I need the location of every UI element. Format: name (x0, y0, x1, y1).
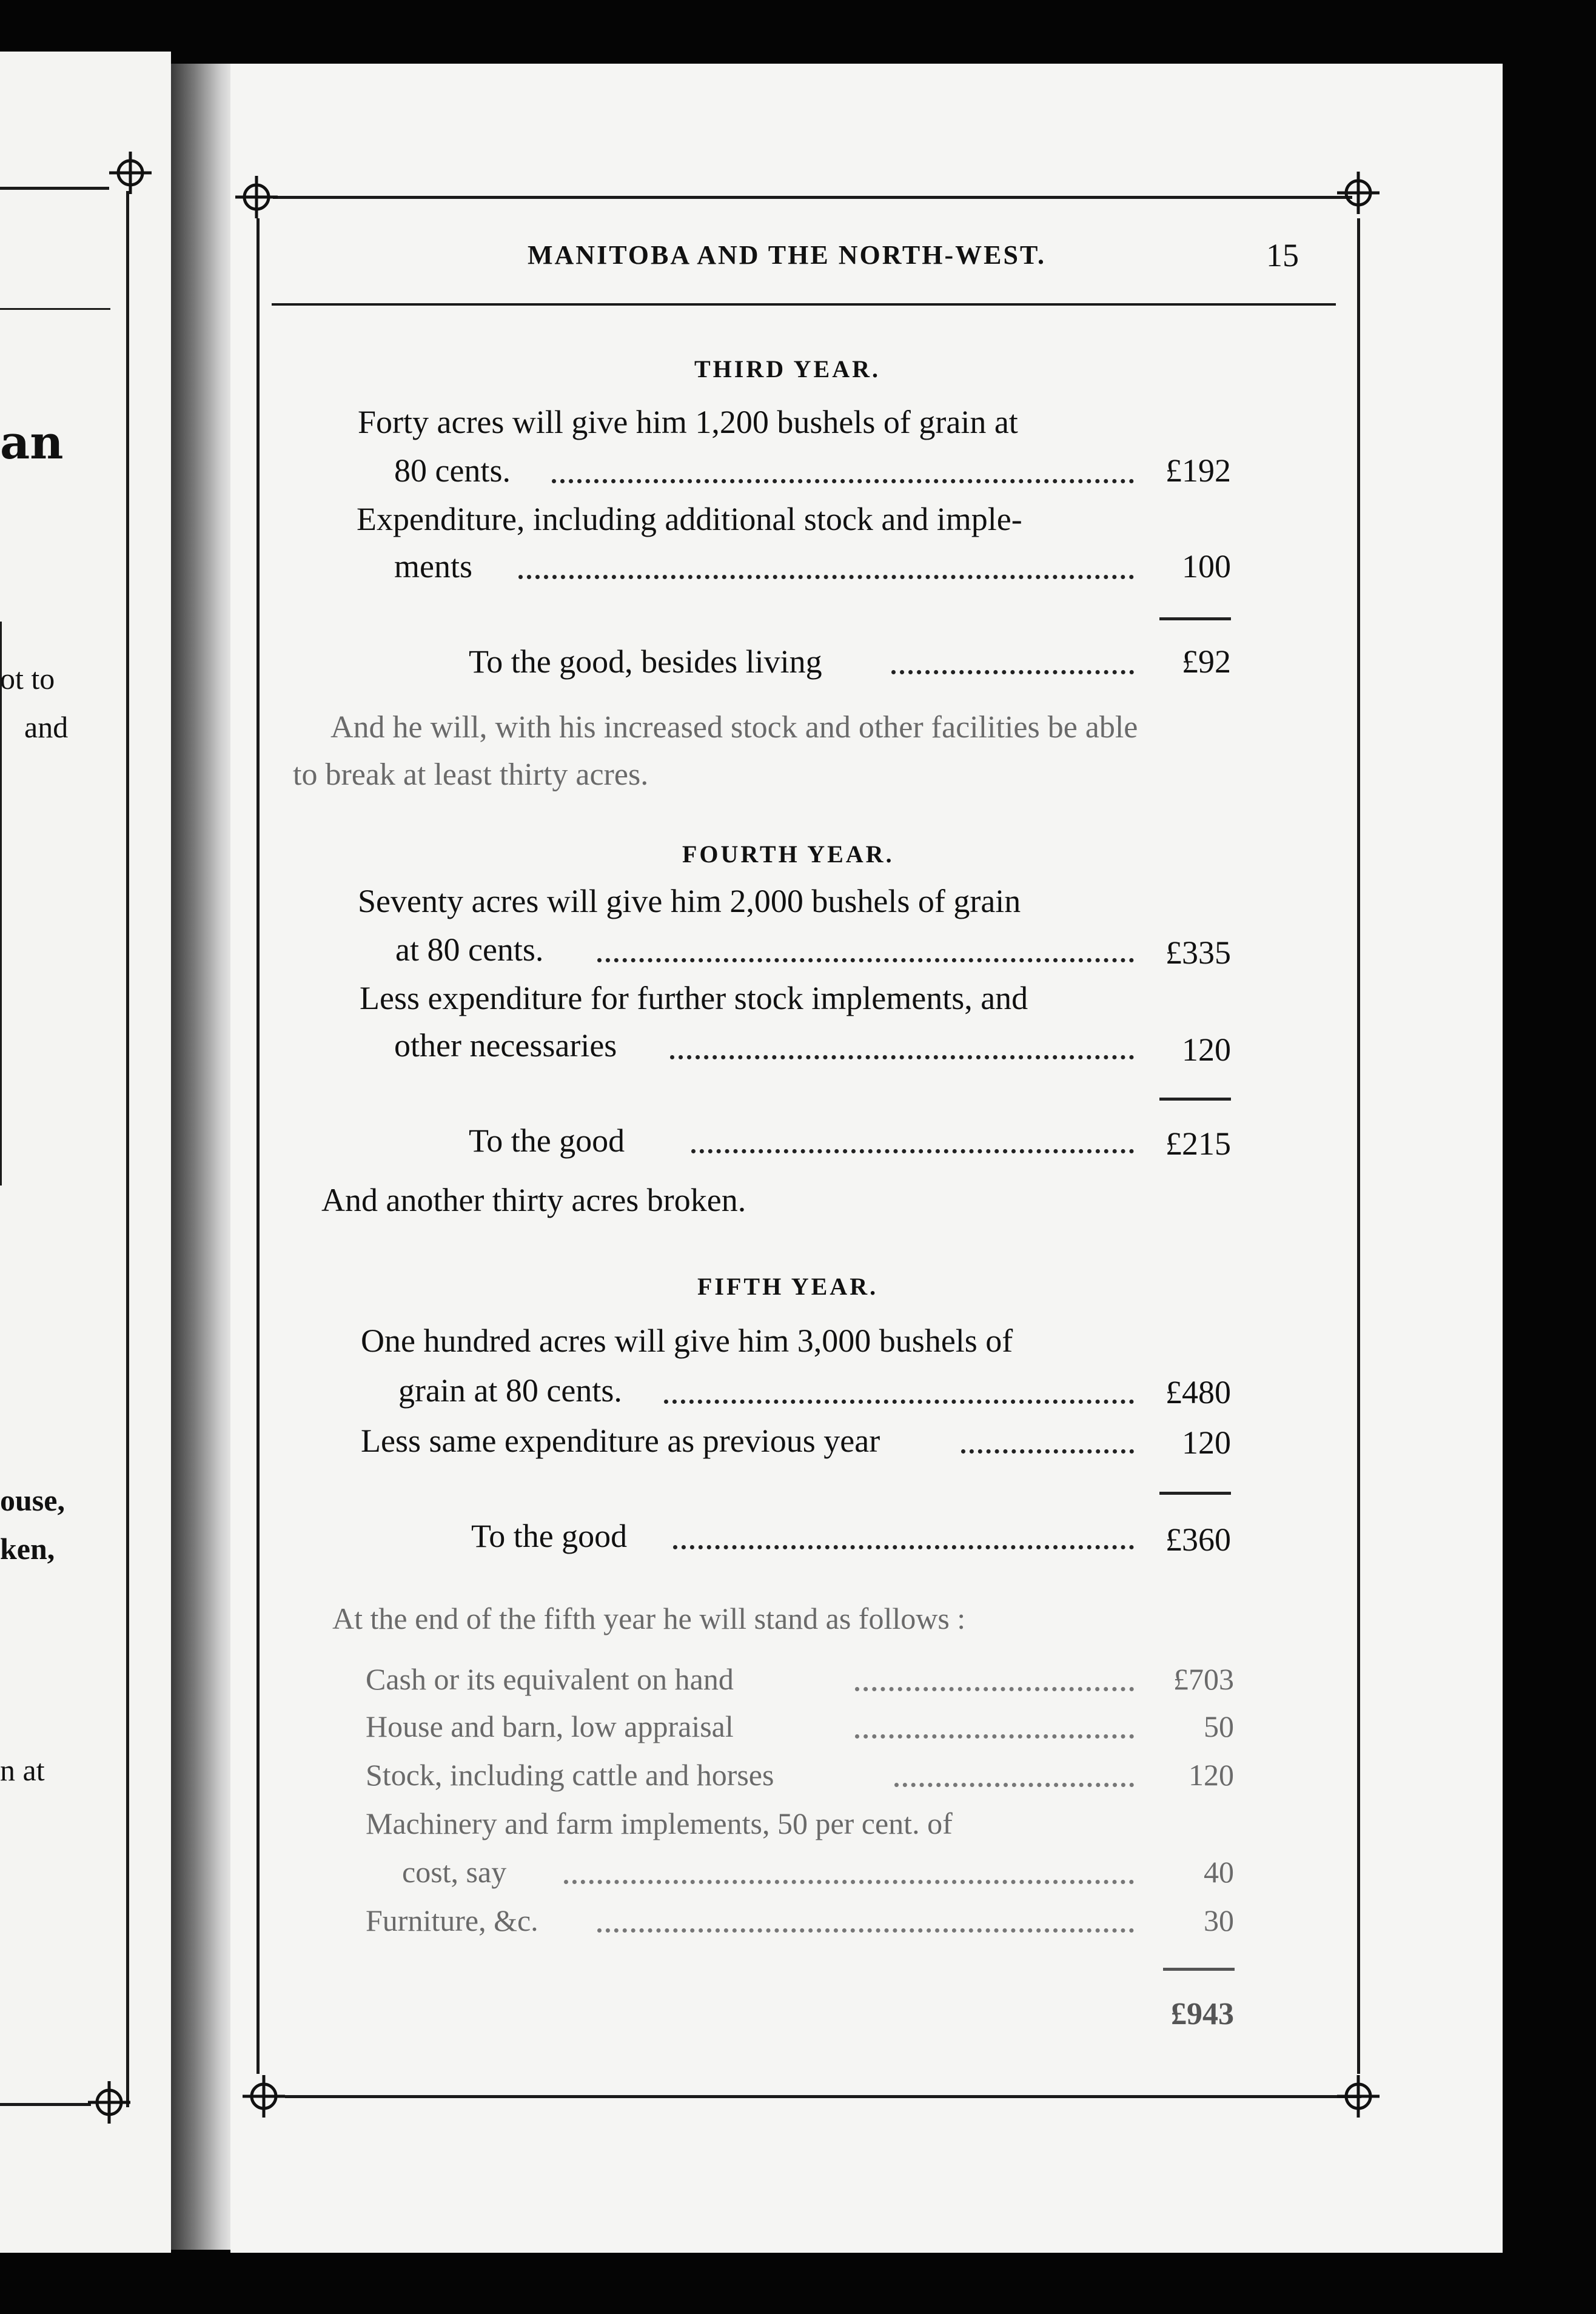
summary-item-amount: 50 (1204, 1709, 1234, 1743)
left-page-bottom-border (0, 2103, 91, 2106)
third-year-total-amount: £92 (1182, 643, 1231, 680)
fourth-year-amount: 120 (1182, 1031, 1231, 1068)
third-year-line: Expenditure, including additional stock and imple- (357, 501, 1022, 537)
third-year-total-label: To the good, besides living (469, 643, 822, 680)
leader-dots (961, 1449, 1134, 1454)
left-top-corner-ornament-icon (109, 152, 152, 194)
left-page-vertical-border (126, 191, 129, 2107)
third-year-amount: £192 (1165, 452, 1231, 489)
left-fragment-text: ot to (0, 662, 55, 696)
fifth-year-line: Less same expenditure as previous year (361, 1423, 880, 1459)
summary-item-label: Cash or its equivalent on hand (366, 1662, 734, 1696)
summary-item-label: cost, say (402, 1855, 507, 1889)
book-gutter (171, 64, 238, 2250)
leader-dots (597, 958, 1134, 962)
third-year-heading: THIRD YEAR. (694, 355, 880, 383)
bottom-left-corner-ornament-icon (243, 2075, 285, 2118)
third-year-line: 80 cents. (394, 452, 511, 489)
leader-dots (518, 575, 1134, 579)
left-fragment-text: n at (0, 1753, 45, 1787)
fourth-year-total-label: To the good (469, 1122, 625, 1159)
third-year-line: ments (394, 548, 472, 585)
bottom-right-corner-ornament-icon (1337, 2075, 1380, 2118)
page-number: 15 (1266, 237, 1299, 273)
fourth-year-line: other necessaries (394, 1027, 617, 1064)
right-border (1357, 218, 1360, 2074)
leader-dots (891, 670, 1134, 674)
left-border (256, 218, 260, 2074)
summary-item-amount: 30 (1204, 1903, 1234, 1937)
top-left-corner-ornament-icon (235, 176, 278, 218)
leader-dots (564, 1880, 1134, 1884)
fifth-year-amount: £480 (1165, 1374, 1231, 1410)
summary-item-label: Stock, including cattle and horses (366, 1758, 774, 1792)
leader-dots (691, 1149, 1134, 1153)
running-head: MANITOBA AND THE NORTH-WEST. (528, 240, 1047, 270)
fifth-year-total-amount: £360 (1165, 1521, 1231, 1558)
fifth-year-heading: FIFTH YEAR. (697, 1273, 879, 1300)
header-rule (272, 303, 1336, 306)
fifth-year-line: grain at 80 cents. (398, 1372, 622, 1409)
third-year-line: Forty acres will give him 1,200 bushels of grain at (358, 404, 1018, 440)
fourth-year-line: Less expenditure for further stock implements, and (360, 980, 1028, 1016)
fifth-year-line: One hundred acres will give him 3,000 bushels of (361, 1323, 1013, 1359)
fifth-year-amount: 120 (1182, 1424, 1231, 1461)
left-fragment-text: ouse, (0, 1483, 65, 1517)
top-right-corner-ornament-icon (1337, 172, 1380, 214)
leader-dots (855, 1734, 1134, 1739)
top-border (273, 196, 1352, 199)
left-fragment-text: and (24, 710, 69, 744)
third-year-amount: 100 (1182, 548, 1231, 585)
leader-dots (552, 479, 1134, 483)
left-fragment-heading: an (0, 415, 64, 469)
grand-total: £943 (1171, 1997, 1234, 2031)
summary-intro: At the end of the fifth year he will stand as follows : (332, 1601, 966, 1635)
left-page-fragment (0, 52, 171, 2253)
left-bottom-corner-ornament-icon (88, 2081, 130, 2124)
left-page-header-rule (0, 308, 110, 310)
summary-item-amount: 40 (1204, 1855, 1234, 1889)
leader-dots (664, 1400, 1134, 1404)
leader-dots (855, 1687, 1134, 1691)
fourth-year-line: at 80 cents. (395, 931, 544, 968)
leader-dots (673, 1545, 1134, 1549)
fifth-year-total-label: To the good (471, 1518, 628, 1554)
fourth-year-total-amount: £215 (1165, 1125, 1231, 1162)
sum-rule (1159, 1098, 1231, 1101)
summary-item-label: Furniture, &c. (366, 1903, 538, 1937)
fourth-year-note: And another thirty acres broken. (321, 1182, 746, 1218)
sum-rule (1159, 617, 1231, 620)
leader-dots (597, 1928, 1134, 1933)
left-page-top-border (0, 187, 109, 190)
third-year-note: And he will, with his increased stock and other facilities be able (330, 710, 1138, 745)
fourth-year-amount: £335 (1165, 934, 1231, 971)
fourth-year-heading: FOURTH YEAR. (682, 840, 894, 868)
summary-item-amount: 120 (1189, 1758, 1234, 1792)
leader-dots (894, 1783, 1134, 1787)
summary-item-amount: £703 (1173, 1662, 1234, 1696)
third-year-note: to break at least thirty acres. (293, 757, 649, 792)
bottom-border (285, 2095, 1361, 2098)
sum-rule (1159, 1492, 1231, 1495)
left-fragment-text: ken, (0, 1532, 55, 1566)
left-page-side-mark (0, 622, 2, 1186)
summary-item-label: House and barn, low appraisal (366, 1709, 734, 1743)
leader-dots (670, 1055, 1134, 1059)
summary-item-label: Machinery and farm implements, 50 per cent. of (366, 1806, 953, 1840)
fourth-year-line: Seventy acres will give him 2,000 bushels of grain (358, 883, 1021, 919)
sum-rule (1163, 1968, 1235, 1971)
